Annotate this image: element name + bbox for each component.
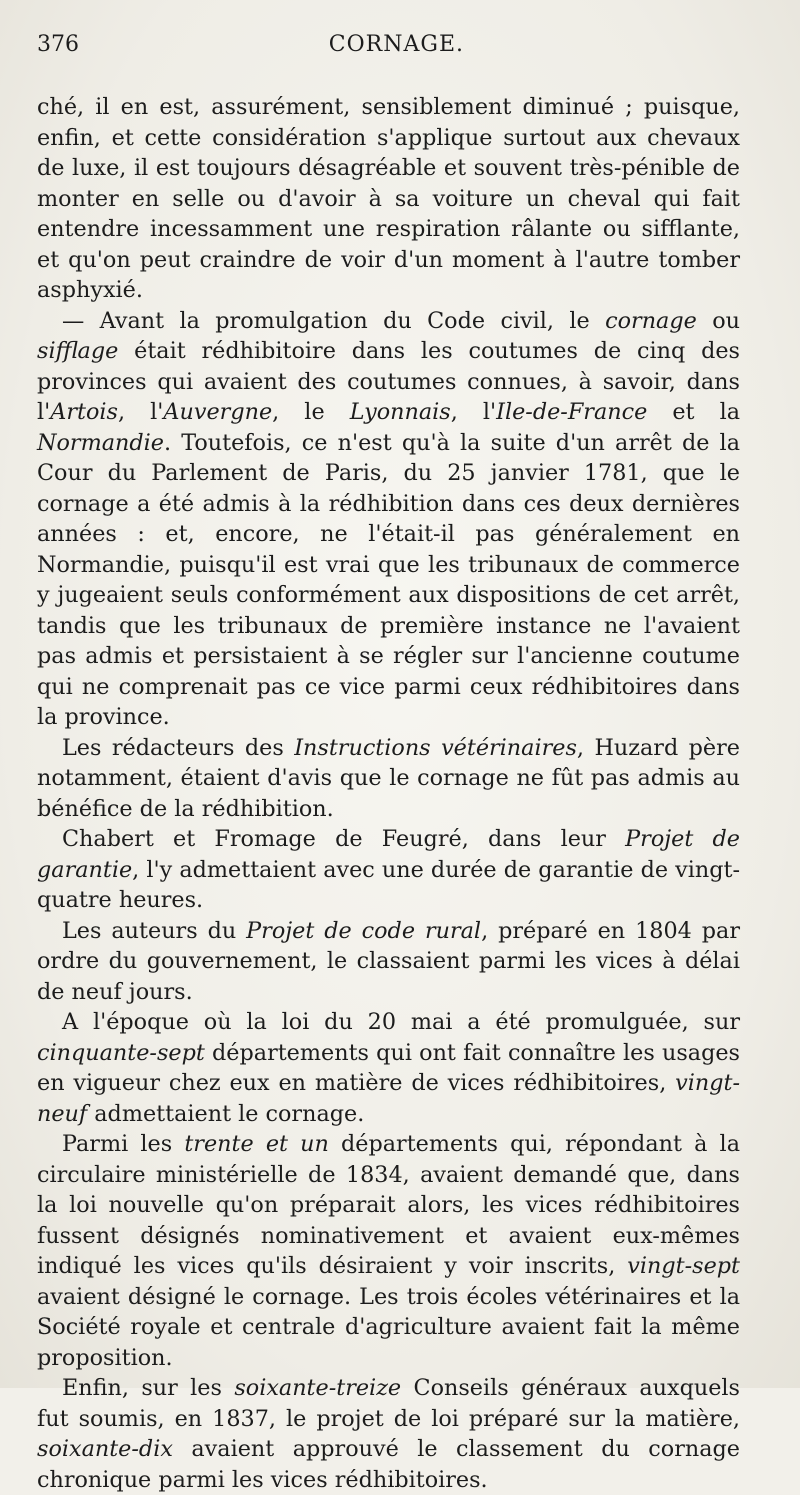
text-run: ou	[696, 307, 740, 334]
paragraph	[37, 306, 740, 733]
text-run: départements qui ont fait connaître les usages en vigueur chez eux en matière de vices rédhibitoires,	[37, 1039, 740, 1096]
running-title: CORNAGE.	[328, 32, 464, 57]
italic-text: soixante-treize	[234, 1375, 402, 1401]
italic-text: vingt-neuf	[37, 1070, 740, 1127]
text-run: Enfin, sur les	[62, 1375, 235, 1401]
text-run: Les auteurs du	[62, 917, 247, 944]
italic-text: cinquante-sept	[37, 1039, 205, 1066]
italic-text: sifflage	[37, 338, 119, 364]
italic-text: Projet de garantie	[37, 826, 740, 883]
text-run: , Huzard père notamment, étaient d'avis que le cornage ne fût pas admis au bénéfice de la rédhibition.	[37, 734, 740, 822]
text-run: admettaient le cornage.	[87, 1100, 365, 1127]
text-run: Conseils généraux auxquels fut soumis, en 1837, le projet de loi préparé sur la matière,	[37, 1375, 740, 1432]
text-run: A l'époque où la loi du 20 mai a été promulguée, sur	[62, 1009, 740, 1035]
paragraph	[37, 1007, 740, 1129]
text-run: Parmi les	[62, 1131, 185, 1157]
text-run: et la	[647, 399, 741, 425]
page-number: 376	[37, 32, 79, 57]
italic-text: vingt-sept	[627, 1253, 740, 1279]
paragraph	[37, 1129, 740, 1373]
italic-text: Ile-de-France	[496, 399, 648, 425]
paragraph	[37, 824, 740, 916]
page-header	[37, 28, 740, 62]
italic-text: Projet de code rural	[246, 917, 482, 944]
italic-text: Lyonnais	[349, 399, 451, 425]
text-run: . Toutefois, ce n'est qu'à la suite d'un arrêt de la Cour du Parlement de Paris, du 25 janvier 1781, que le cornage a été admis à la rédhibition dans ces deux dernières années : et, encore, ne l'était-il pas généralement en Normandie, puisqu'il est vrai que les tribunaux de commerce y jugeaient seuls conformément aux dispositions de cet arrêt, tandis que les tribunaux de première instance ne l'avaient pas admis et persistaient à se régler sur l'ancienne coutume qui ne comprenait pas ce vice parmi ceux rédhibitoires dans la province.	[37, 429, 740, 730]
italic-text: cornage	[605, 307, 697, 334]
paragraph	[37, 916, 740, 1008]
italic-text: trente et un	[184, 1131, 329, 1157]
text-run: — Avant la promulgation du Code civil, le	[62, 307, 606, 334]
text-run: , l'	[117, 399, 164, 425]
text-run: Les rédacteurs des	[62, 734, 295, 761]
italic-text: Instructions vétérinaires	[294, 734, 577, 761]
italic-text: Auvergne	[163, 399, 273, 425]
text-run: , préparé en 1804 par ordre du gouvernement, le classaient parmi les vices à délai de neuf jours.	[37, 917, 740, 1005]
text-run: , le	[272, 399, 350, 425]
text-run: avaient désigné le cornage. Les trois écoles vétérinaires et la Société royale et centrale d'agriculture avaient fait la même proposition.	[37, 1283, 740, 1371]
text-run: était rédhibitoire dans les coutumes de cinq des provinces qui avaient des coutumes connues, à savoir, dans l'	[37, 338, 740, 425]
text-run: Chabert et Fromage de Feugré, dans leur	[62, 826, 626, 852]
text-run: , l'	[450, 399, 497, 425]
italic-text: soixante-dix	[37, 1436, 173, 1462]
paragraph	[37, 733, 740, 825]
paragraph	[37, 1373, 740, 1495]
text-run: ché, il en est, assurément, sensiblement diminué ; puisque, enfin, et cette considération s'applique surtout aux chevaux de luxe, il est toujours désagréable et souvent très-pénible de monter en selle ou d'avoir à sa voiture un cheval qui fait entendre incessamment une respiration râlante ou sifflante, et qu'on peut craindre de voir d'un moment à l'autre tomber asphyxié.	[37, 94, 740, 303]
paragraph	[37, 92, 740, 306]
italic-text: Normandie	[37, 429, 164, 456]
text-run: départements qui, répondant à la circulaire ministérielle de 1834, avaient demandé que, dans la loi nouvelle qu'on préparait alors, les vices rédhibitoires fussent désignés nominativement et avaient eux-mêmes indiqué les vices qu'ils désiraient y voir inscrits,	[37, 1131, 740, 1279]
text-run: , l'y admettaient avec une durée de garantie de vingt-quatre heures.	[37, 856, 740, 913]
text-body	[37, 92, 740, 1495]
text-run: avaient approuvé le classement du cornage chronique parmi les vices rédhibitoires.	[37, 1436, 740, 1493]
italic-text: Artois	[50, 399, 118, 425]
